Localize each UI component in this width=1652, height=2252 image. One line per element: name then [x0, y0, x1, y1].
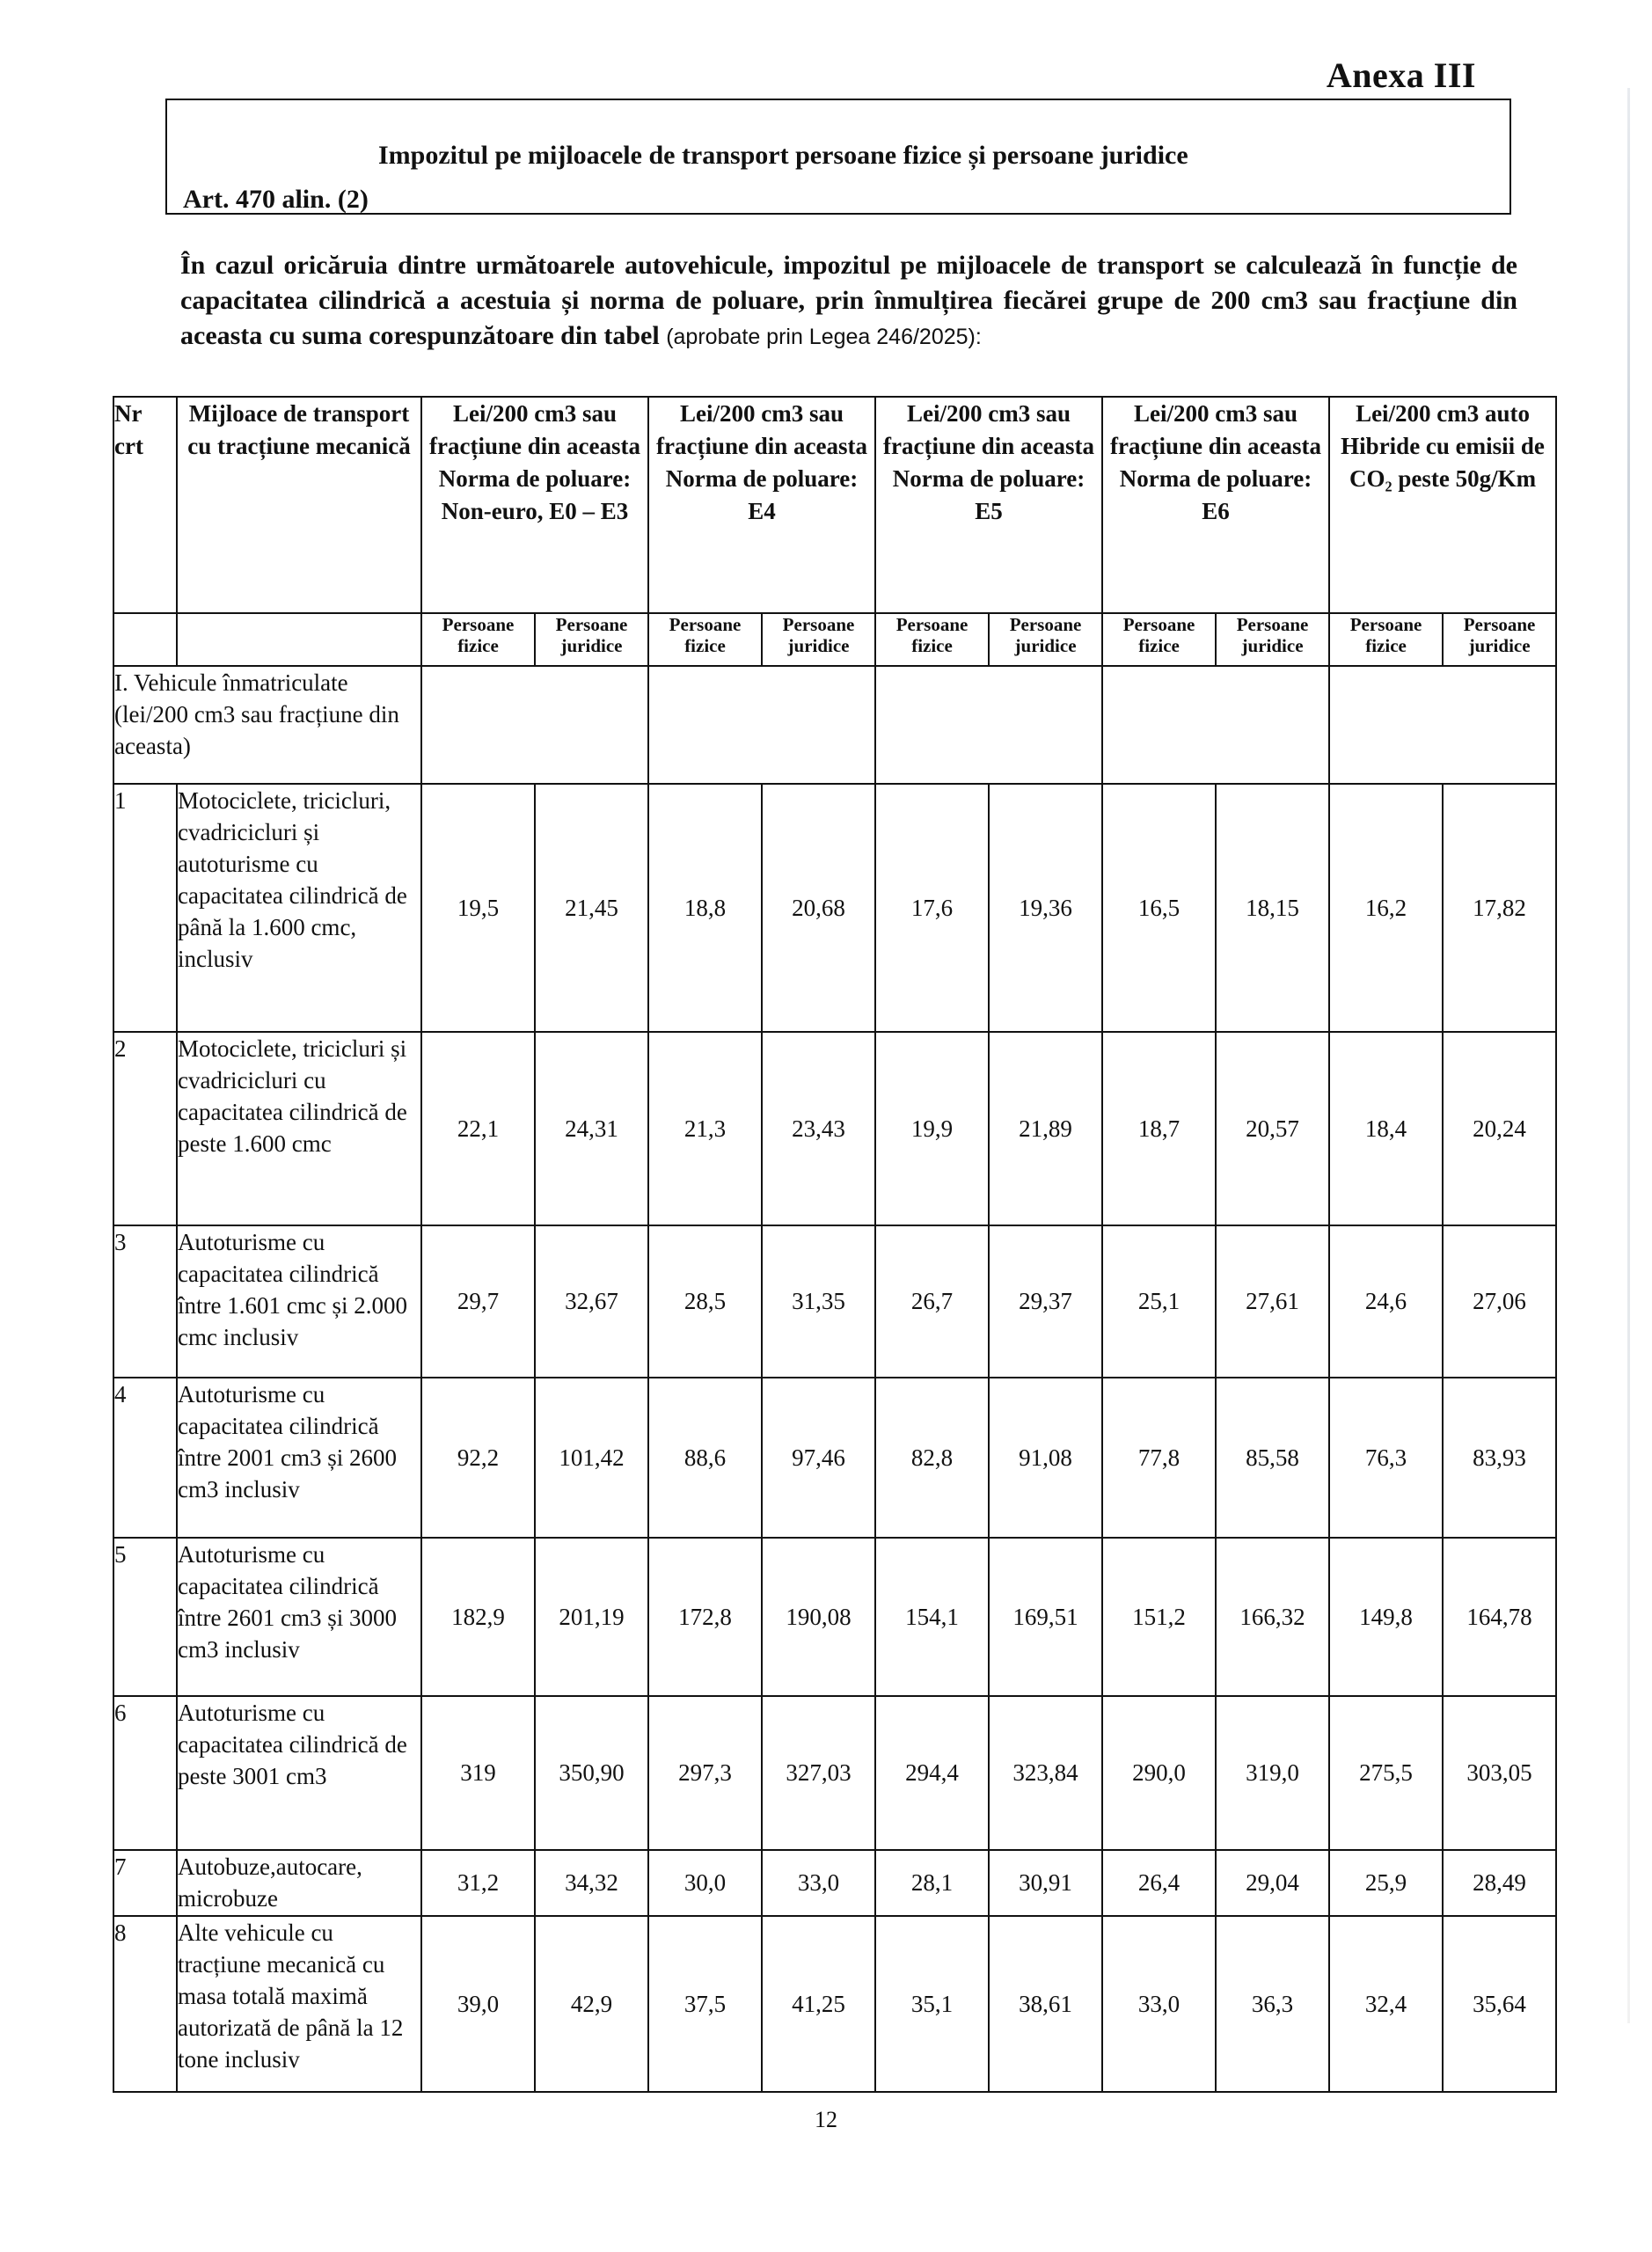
- value-persoane-fizice: 151,2: [1102, 1538, 1216, 1696]
- row-number: 4: [113, 1378, 177, 1538]
- value-persoane-juridice: 29,04: [1216, 1850, 1329, 1916]
- value-persoane-fizice: 92,2: [421, 1378, 535, 1538]
- value-persoane-juridice: 34,32: [535, 1850, 648, 1916]
- value-persoane-fizice: 182,9: [421, 1538, 535, 1696]
- value-persoane-juridice: 42,9: [535, 1916, 648, 2092]
- value-persoane-juridice: 83,93: [1443, 1378, 1556, 1538]
- value-persoane-juridice: 164,78: [1443, 1538, 1556, 1696]
- value-persoane-juridice: 24,31: [535, 1032, 648, 1225]
- value-persoane-fizice: 275,5: [1329, 1696, 1443, 1850]
- value-persoane-fizice: 28,1: [875, 1850, 989, 1916]
- table-row: [113, 1538, 1556, 1696]
- value-persoane-fizice: 24,6: [1329, 1225, 1443, 1378]
- value-persoane-fizice: 18,8: [648, 784, 762, 1032]
- value-persoane-juridice: 101,42: [535, 1378, 648, 1538]
- value-persoane-juridice: 29,37: [989, 1225, 1102, 1378]
- row-description: Motociclete, tricicluri, cvadricicluri și autoturisme cu capacitatea cilindrică de până la 1.600 cmc, inclusiv: [177, 784, 421, 1032]
- value-persoane-fizice: 39,0: [421, 1916, 535, 2092]
- section-empty-cell: [1102, 666, 1329, 784]
- value-persoane-juridice: 327,03: [762, 1696, 875, 1850]
- section-empty-cell: [1329, 666, 1556, 784]
- page-number: 12: [815, 2107, 837, 2132]
- value-persoane-fizice: 25,1: [1102, 1225, 1216, 1378]
- value-persoane-juridice: 33,0: [762, 1850, 875, 1916]
- value-persoane-fizice: 172,8: [648, 1538, 762, 1696]
- article-reference: Art. 470 alin. (2): [183, 185, 369, 214]
- value-persoane-fizice: 28,5: [648, 1225, 762, 1378]
- row-description: Motociclete, tricicluri și cvadricicluri cu capacitatea cilindrică de peste 1.600 cmc: [177, 1032, 421, 1225]
- subheader-juridice: Persoane juridice: [1216, 613, 1329, 666]
- value-persoane-juridice: 201,19: [535, 1538, 648, 1696]
- value-persoane-fizice: 26,7: [875, 1225, 989, 1378]
- subheader-fizice: Persoane fizice: [1102, 613, 1216, 666]
- row-description: Autoturisme cu capacitatea cilindrică între 2001 cm3 și 2600 cm3 inclusiv: [177, 1378, 421, 1538]
- value-persoane-fizice: 25,9: [1329, 1850, 1443, 1916]
- scan-edge-artifact: [1627, 88, 1630, 2023]
- row-description: Autoturisme cu capacitatea cilindrică între 2601 cm3 și 3000 cm3 inclusiv: [177, 1538, 421, 1696]
- header-group-e5: Lei/200 cm3 sau fracțiune din aceasta Norma de poluare: E5: [875, 397, 1102, 613]
- row-number: 8: [113, 1916, 177, 2092]
- value-persoane-juridice: 20,57: [1216, 1032, 1329, 1225]
- value-persoane-juridice: 350,90: [535, 1696, 648, 1850]
- intro-paragraph: [180, 248, 1517, 355]
- row-description: Autoturisme cu capacitatea cilindrică între 1.601 cmc și 2.000 cmc inclusiv: [177, 1225, 421, 1378]
- value-persoane-fizice: 30,0: [648, 1850, 762, 1916]
- value-persoane-fizice: 19,9: [875, 1032, 989, 1225]
- subheader-juridice: Persoane juridice: [535, 613, 648, 666]
- document-title: Impozitul pe mijloacele de transport persoane fizice și persoane juridice: [378, 141, 1188, 170]
- section-empty-cell: [421, 666, 648, 784]
- value-persoane-juridice: 91,08: [989, 1378, 1102, 1538]
- annex-label: Anexa III: [1326, 55, 1476, 95]
- value-persoane-juridice: 190,08: [762, 1538, 875, 1696]
- subheader-empty-desc: [177, 613, 421, 666]
- value-persoane-juridice: 18,15: [1216, 784, 1329, 1032]
- section-empty-cell: [875, 666, 1102, 784]
- value-persoane-fizice: 37,5: [648, 1916, 762, 2092]
- header-group-e4: Lei/200 cm3 sau fracțiune din aceasta Norma de poluare: E4: [648, 397, 875, 613]
- value-persoane-fizice: 76,3: [1329, 1378, 1443, 1538]
- value-persoane-juridice: 19,36: [989, 784, 1102, 1032]
- table-row: [113, 1696, 1556, 1850]
- value-persoane-fizice: 154,1: [875, 1538, 989, 1696]
- value-persoane-juridice: 166,32: [1216, 1538, 1329, 1696]
- header-row: [113, 397, 1556, 613]
- table-row: [113, 1916, 1556, 2092]
- value-persoane-fizice: 19,5: [421, 784, 535, 1032]
- value-persoane-juridice: 23,43: [762, 1032, 875, 1225]
- intro-note: (aprobate prin Legea 246/2025):: [666, 325, 982, 349]
- value-persoane-fizice: 297,3: [648, 1696, 762, 1850]
- value-persoane-fizice: 319: [421, 1696, 535, 1850]
- value-persoane-juridice: 30,91: [989, 1850, 1102, 1916]
- title-box: [165, 99, 1511, 215]
- header-nr: Nr crt: [113, 397, 177, 613]
- value-persoane-fizice: 294,4: [875, 1696, 989, 1850]
- row-description: Autoturisme cu capacitatea cilindrică de peste 3001 cm3: [177, 1696, 421, 1850]
- header-group-e0-e3: Lei/200 cm3 sau fracțiune din aceasta Norma de poluare: Non-euro, E0 – E3: [421, 397, 648, 613]
- section-row: [113, 666, 1556, 784]
- value-persoane-juridice: 32,67: [535, 1225, 648, 1378]
- value-persoane-fizice: 22,1: [421, 1032, 535, 1225]
- value-persoane-juridice: 36,3: [1216, 1916, 1329, 2092]
- value-persoane-juridice: 97,46: [762, 1378, 875, 1538]
- subheader-juridice: Persoane juridice: [762, 613, 875, 666]
- value-persoane-fizice: 149,8: [1329, 1538, 1443, 1696]
- value-persoane-fizice: 31,2: [421, 1850, 535, 1916]
- subheader-fizice: Persoane fizice: [648, 613, 762, 666]
- subheader-fizice: Persoane fizice: [421, 613, 535, 666]
- value-persoane-juridice: 38,61: [989, 1916, 1102, 2092]
- row-number: 5: [113, 1538, 177, 1696]
- value-persoane-fizice: 88,6: [648, 1378, 762, 1538]
- table-row: [113, 784, 1556, 1032]
- value-persoane-fizice: 18,7: [1102, 1032, 1216, 1225]
- value-persoane-fizice: 35,1: [875, 1916, 989, 2092]
- value-persoane-fizice: 33,0: [1102, 1916, 1216, 2092]
- header-description: Mijloace de transport cu tracțiune mecanică: [177, 397, 421, 613]
- section-empty-cell: [648, 666, 875, 784]
- value-persoane-juridice: 303,05: [1443, 1696, 1556, 1850]
- table-row: [113, 1850, 1556, 1916]
- row-number: 3: [113, 1225, 177, 1378]
- value-persoane-juridice: 85,58: [1216, 1378, 1329, 1538]
- value-persoane-juridice: 35,64: [1443, 1916, 1556, 2092]
- value-persoane-fizice: 18,4: [1329, 1032, 1443, 1225]
- subheader-row: [113, 613, 1556, 666]
- section-label: I. Vehicule înmatriculate (lei/200 cm3 sau fracțiune din aceasta): [113, 666, 421, 784]
- value-persoane-juridice: 17,82: [1443, 784, 1556, 1032]
- row-description: Autobuze,autocare, microbuze: [177, 1850, 421, 1916]
- value-persoane-fizice: 82,8: [875, 1378, 989, 1538]
- value-persoane-fizice: 77,8: [1102, 1378, 1216, 1538]
- value-persoane-juridice: 319,0: [1216, 1696, 1329, 1850]
- row-number: 6: [113, 1696, 177, 1850]
- table-row: [113, 1225, 1556, 1378]
- subheader-juridice: Persoane juridice: [989, 613, 1102, 666]
- value-persoane-juridice: 27,06: [1443, 1225, 1556, 1378]
- value-persoane-fizice: 16,2: [1329, 784, 1443, 1032]
- value-persoane-juridice: 21,45: [535, 784, 648, 1032]
- value-persoane-fizice: 17,6: [875, 784, 989, 1032]
- subheader-fizice: Persoane fizice: [875, 613, 989, 666]
- value-persoane-juridice: 20,24: [1443, 1032, 1556, 1225]
- header-group-e6: Lei/200 cm3 sau fracțiune din aceasta Norma de poluare: E6: [1102, 397, 1329, 613]
- subheader-fizice: Persoane fizice: [1329, 613, 1443, 666]
- row-description: Alte vehicule cu tracțiune mecanică cu masa totală maximă autorizată de până la 12 tone inclusiv: [177, 1916, 421, 2092]
- row-number: 1: [113, 784, 177, 1032]
- value-persoane-juridice: 27,61: [1216, 1225, 1329, 1378]
- value-persoane-fizice: 26,4: [1102, 1850, 1216, 1916]
- value-persoane-fizice: 29,7: [421, 1225, 535, 1378]
- header-group-hybrid: Lei/200 cm3 auto Hibride cu emisii de CO₂ peste 50g/Km: [1329, 397, 1556, 613]
- value-persoane-juridice: 28,49: [1443, 1850, 1556, 1916]
- row-number: 2: [113, 1032, 177, 1225]
- value-persoane-fizice: 21,3: [648, 1032, 762, 1225]
- value-persoane-juridice: 41,25: [762, 1916, 875, 2092]
- intro-text: În cazul oricăruia dintre următoarele autovehicule, impozitul pe mijloacele de transport se calculează în funcție de capacitatea cilindrică a acestuia și norma de poluare, prin înmulțirea fiecărei grupe de 200 cm3 sau fracțiune din aceasta cu suma corespunzătoare din tabel: [180, 251, 1517, 350]
- value-persoane-juridice: 31,35: [762, 1225, 875, 1378]
- value-persoane-fizice: 290,0: [1102, 1696, 1216, 1850]
- table-row: [113, 1032, 1556, 1225]
- row-number: 7: [113, 1850, 177, 1916]
- value-persoane-fizice: 32,4: [1329, 1916, 1443, 2092]
- value-persoane-juridice: 169,51: [989, 1538, 1102, 1696]
- value-persoane-juridice: 21,89: [989, 1032, 1102, 1225]
- subheader-juridice: Persoane juridice: [1443, 613, 1556, 666]
- subheader-empty-nr: [113, 613, 177, 666]
- value-persoane-juridice: 20,68: [762, 784, 875, 1032]
- table-row: [113, 1378, 1556, 1538]
- value-persoane-fizice: 16,5: [1102, 784, 1216, 1032]
- tax-table: [113, 396, 1557, 2093]
- value-persoane-juridice: 323,84: [989, 1696, 1102, 1850]
